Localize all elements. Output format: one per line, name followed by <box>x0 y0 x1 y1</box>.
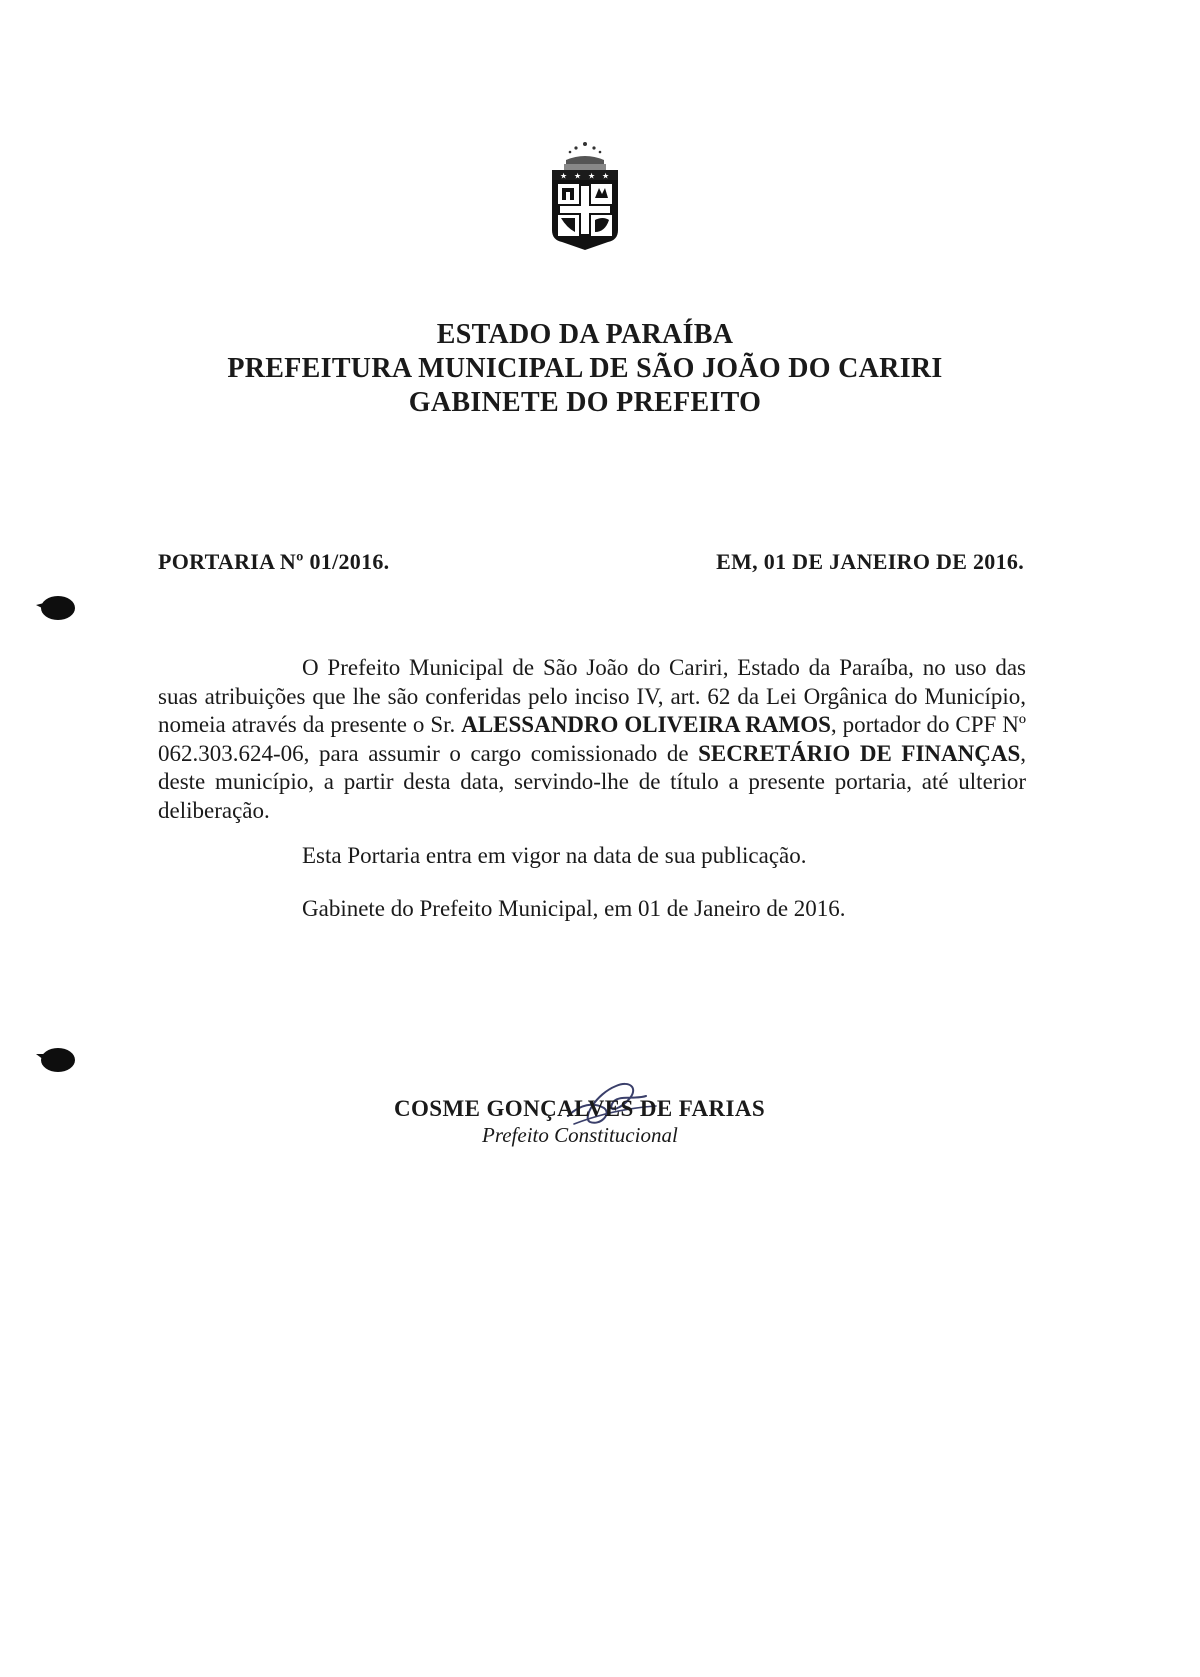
prefecture-heading: PREFEITURA MUNICIPAL DE SÃO JOÃO DO CARIRI <box>227 353 943 384</box>
svg-text:★: ★ <box>602 171 610 181</box>
appointee-name: ALESSANDRO OLIVEIRA RAMOS <box>461 712 831 737</box>
appointed-position: SECRETÁRIO DE FINANÇAS <box>698 740 1021 766</box>
signatory-name: COSME GONÇALVES DE FARIAS <box>394 1096 766 1121</box>
appointment-text-part1: O Prefeito Municipal de São João do Cariri, Estado da Paraíba, no uso das suas atribuições que lhe são conferidas pelo inciso IV, art. 62 da Lei Orgânica do Município, nomeia através da presente o Sr. <box>158 655 1026 737</box>
signatory-title: Prefeito Constitucional <box>482 1123 678 1147</box>
appointment-text-part2: , portador do CPF Nº 062.303.624-06, para assumir o cargo comissionado de <box>158 712 1026 766</box>
appointment-text-part3: , deste município, a partir desta data, servindo-lhe de título a presente portaria, até ulterior deliberação. <box>158 740 1026 823</box>
office-heading: GABINETE DO PREFEITO <box>408 387 762 418</box>
appointment-paragraph <box>158 654 1026 825</box>
closing-line: Gabinete do Prefeito Municipal, em 01 de Janeiro de 2016. <box>302 895 846 921</box>
state-heading: ESTADO DA PARAÍBA <box>436 319 734 350</box>
ordinance-date: EM, 01 DE JANEIRO DE 2016. <box>716 549 1024 574</box>
punch-hole-mark <box>34 1044 76 1074</box>
svg-text:★: ★ <box>574 171 582 181</box>
punch-hole-mark <box>34 593 76 623</box>
ordinance-body <box>158 654 1026 923</box>
municipal-coat-of-arms-icon <box>548 140 622 252</box>
document-header <box>0 318 1170 420</box>
effective-clause: Esta Portaria entra em vigor na data de sua publicação. <box>302 843 807 868</box>
ordinance-number: PORTARIA Nº 01/2016. <box>158 549 390 574</box>
svg-text:★: ★ <box>560 171 568 181</box>
svg-text:★: ★ <box>588 171 596 181</box>
